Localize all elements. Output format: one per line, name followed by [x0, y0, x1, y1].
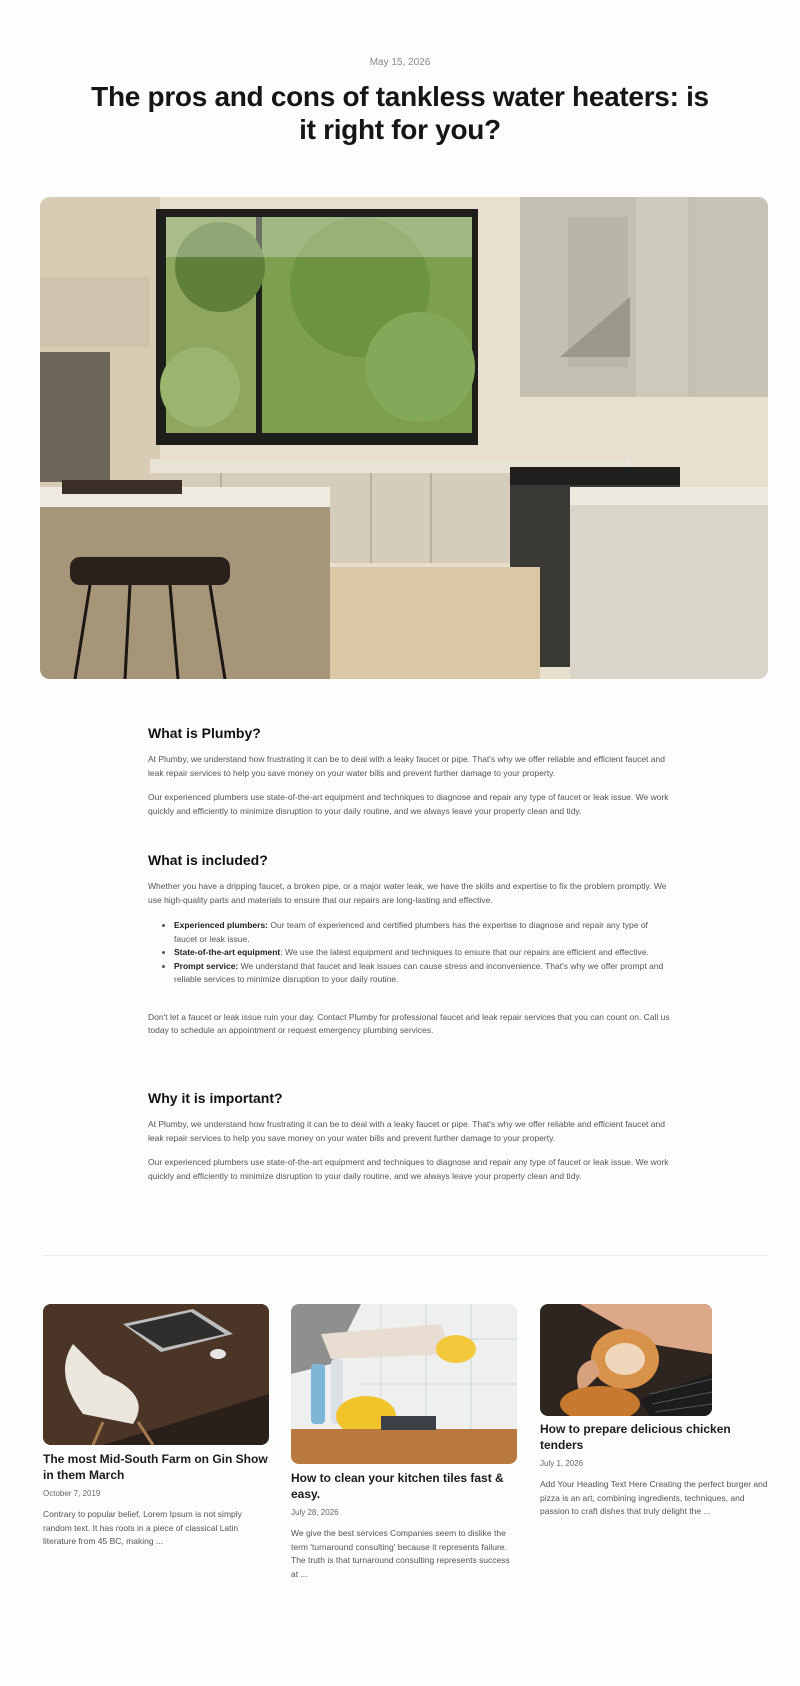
section-heading: What is Plumby? — [148, 725, 261, 741]
post-title[interactable]: How to prepare delicious chicken tenders — [540, 1422, 731, 1452]
paragraph: At Plumby, we understand how frustrating it can be to deal with a leaky faucet or pipe. That's why we offer reliable and efficient faucet and leak repair services to help you save money on your water bills and prevent further damage to your property. — [148, 1119, 665, 1143]
paragraph: Whether you have a dripping faucet, a broken pipe, or a major water leak, we have the skills and expertise to fix the problem promptly. We use high-quality parts and materials to ensure that our repairs are long-lasting and effective. — [148, 881, 667, 905]
post-excerpt: We give the best services Companies seem to dislike the term 'turnaround consulting' because it represents failure. The truth is that turnaround consulting represents success at ... — [291, 1528, 510, 1579]
related-post-card[interactable] — [291, 1304, 517, 1581]
paragraph: Our experienced plumbers use state-of-the-art equipment and techniques to diagnose and repair any type of faucet or leak issue. We work quickly and efficiently to minimize disruption to your daily routine, and we always leave your property clean and tidy. — [148, 792, 669, 816]
post-date: July 28, 2026 — [291, 1508, 339, 1517]
post-date: May 15, 2026 — [369, 57, 431, 68]
post-title[interactable]: How to clean your kitchen tiles fast & easy. — [291, 1471, 504, 1501]
list-item: • Experienced plumbers: Our team of experienced and certified plumbers has the expertise to diagnose and repair any type of faucet or leak issue. — [174, 919, 670, 946]
divider — [42, 1255, 768, 1256]
section-why-important — [148, 1090, 670, 1183]
related-post-card[interactable] — [540, 1304, 768, 1519]
post-date: October 7, 2019 — [43, 1489, 101, 1498]
post-date: July 1, 2026 — [540, 1459, 584, 1468]
post-title: The pros and cons of tankless water heaters: is it right for you? — [91, 81, 709, 145]
post-thumbnail[interactable] — [43, 1304, 269, 1445]
feature-list — [148, 919, 670, 987]
list-item: • State-of-the-art equipment: We use the latest equipment and techniques to ensure that our repairs are efficient and effective. — [174, 946, 670, 960]
paragraph: Our experienced plumbers use state-of-the-art equipment and techniques to diagnose and repair any type of faucet or leak issue. We work quickly and efficiently to minimize disruption to your daily routine, and we always leave your property clean and tidy. — [148, 1157, 669, 1181]
related-post-card[interactable] — [43, 1304, 269, 1549]
section-heading: What is included? — [148, 852, 268, 868]
post-thumbnail[interactable] — [540, 1304, 712, 1416]
paragraph: Don't let a faucet or leak issue ruin your day. Contact Plumby for professional faucet and leak repair services that you can count on. Call us today to schedule an appointment or request emergency plumbing services. — [148, 1011, 670, 1035]
section-heading: Why it is important? — [148, 1090, 283, 1106]
post-excerpt: Contrary to popular belief, Lorem Ipsum is not simply random text. It has roots in a piece of classical Latin literature from 45 BC, making ... — [43, 1509, 242, 1546]
post-excerpt: Add Your Heading Text Here Creating the perfect burger and pizza is an art, combining ingredients, techniques, and passion to craft dishes that truly delight the ... — [540, 1479, 768, 1516]
hero-image — [40, 197, 768, 679]
list-item: • Prompt service: We understand that faucet and leak issues can cause stress and inconvenience. That's why we offer prompt and reliable services to minimize disruption to your daily routine. — [174, 960, 670, 987]
section-what-is-plumby — [148, 725, 670, 818]
post-title[interactable]: The most Mid-South Farm on Gin Show in them March — [43, 1452, 268, 1482]
post-thumbnail[interactable] — [291, 1304, 517, 1464]
section-what-is-included — [148, 852, 670, 1038]
paragraph: At Plumby, we understand how frustrating it can be to deal with a leaky faucet or pipe. That's why we offer reliable and efficient faucet and leak repair services to help you save money on your water bills and prevent further damage to your property. — [148, 754, 665, 778]
